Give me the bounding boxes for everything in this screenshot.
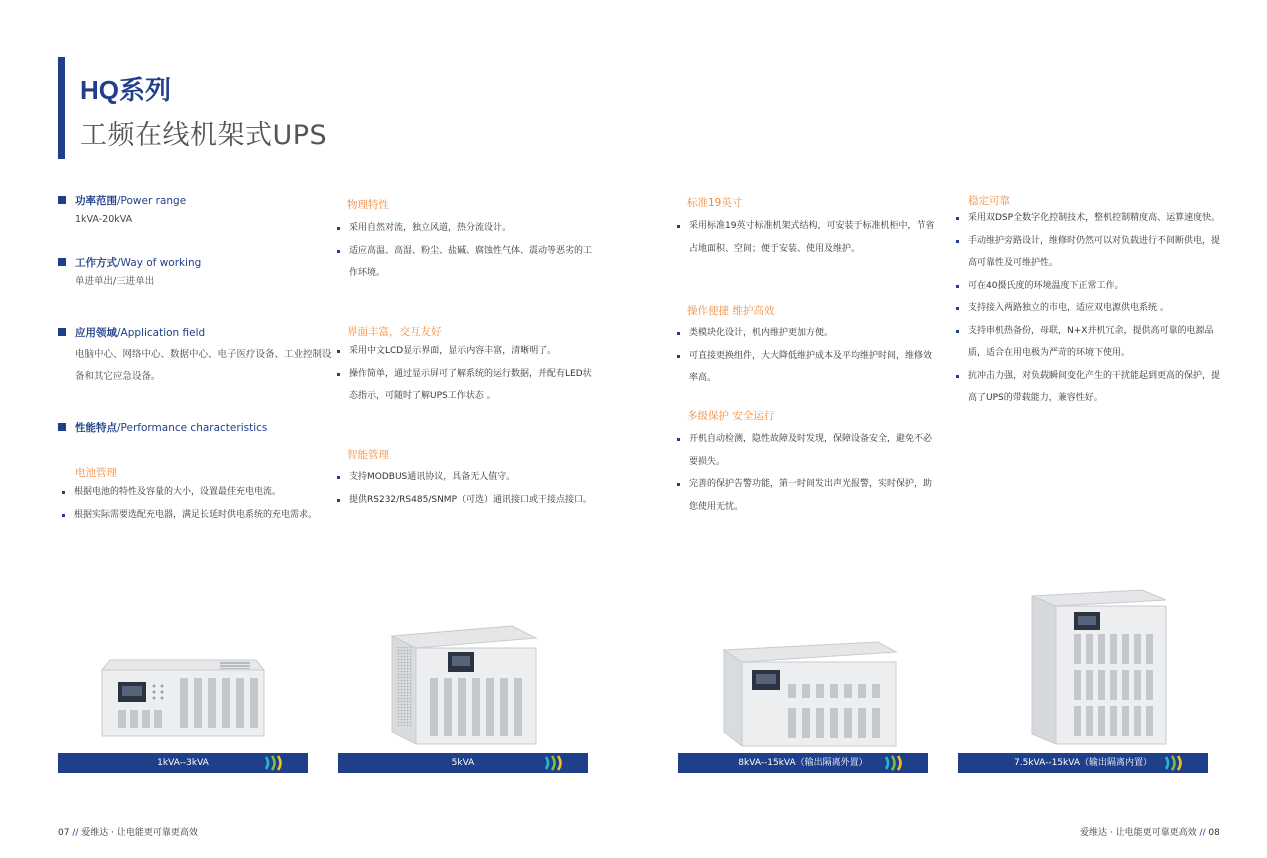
product-image-7-5-15kva	[1030, 588, 1168, 746]
spec-working-value: 单进单出/三进单出	[75, 276, 155, 287]
product-caption-3: 8kVA--15kVA（输出隔离外置）	[678, 753, 928, 773]
footer-right	[1080, 825, 1220, 838]
list-item: 率高。	[689, 373, 717, 383]
standard-feature-list	[677, 215, 934, 260]
footer-slogan-right: 爱维达 · 让电能更可靠更高效	[1080, 828, 1197, 838]
page-number-left: 07	[58, 828, 70, 838]
list-item: 要损失。	[689, 456, 726, 467]
product-subtitle: 工频在线机架式UPS	[80, 120, 328, 151]
list-item: 支持MODBUS通讯协议，具备无人值守。	[337, 466, 592, 489]
physical-feature-list	[337, 217, 592, 285]
product-image-5kva	[388, 622, 538, 746]
list-item: 完善的保护告警功能，第一时间发出声光报警，实时保护，助	[677, 473, 932, 496]
spec-application-label: 应用领域/Application field	[75, 327, 206, 339]
section-title-maintenance: 操作便捷 维护高效	[687, 305, 775, 317]
list-item: 采用标准19英寸标准机架式结构，可安装于标准机柜中，节省	[677, 215, 934, 238]
list-item: 占地面积、空间；便于安装、使用及维护。	[689, 243, 861, 254]
product-caption-4: 7.5kVA--15kVA（输出隔离内置）	[958, 753, 1208, 773]
bullet-square-icon	[58, 423, 66, 431]
section-title-interface: 界面丰富，交互友好	[347, 326, 442, 338]
product-image-8-15kva	[722, 640, 898, 748]
list-item: 质，适合在用电极为严苛的环境下使用。	[968, 348, 1131, 358]
section-title-reliable: 稳定可靠	[968, 195, 1010, 207]
product-image-1kva	[100, 648, 266, 740]
list-item: 提供RS232/RS485/SNMP（可选）通讯接口或干接点接口。	[337, 489, 592, 512]
section-title-protection: 多级保护 安全运行	[687, 410, 775, 422]
reliable-feature-list	[956, 207, 1220, 410]
list-item: 采用双DSP全数字化控制技术，整机控制精度高、运算速度快。	[956, 207, 1220, 230]
list-item: 采用中文LCD显示界面，显示内容丰富，清晰明了。	[337, 340, 592, 363]
product-caption-2: 5kVA	[338, 753, 588, 773]
series-title: HQ系列	[80, 75, 172, 105]
smart-feature-list	[337, 466, 592, 511]
list-item: 类模块化设计，机内维护更加方便。	[677, 322, 932, 345]
section-title-battery: 电池管理	[75, 467, 117, 479]
list-item: 适应高温、高湿、粉尘、盐碱、腐蚀性气体、震动等恶劣的工	[337, 240, 592, 263]
interface-feature-list	[337, 340, 592, 408]
protection-feature-list	[677, 428, 932, 518]
list-item: 手动维护旁路设计，维修时仍然可以对负载进行不间断供电，提	[956, 230, 1220, 253]
list-item: 采用自然对流，独立风道，热分流设计。	[337, 217, 592, 240]
brand-wave-icon	[262, 755, 284, 771]
bullet-square-icon	[58, 258, 66, 266]
list-item: 开机自动检测，隐性故障及时发现，保障设备安全，避免不必	[677, 428, 932, 451]
list-item: 支持串机热备份，母联，N+X并机冗余，提供高可靠的电源品	[956, 320, 1220, 343]
list-item: 可直接更换组件，大大降低维护成本及平均维护时间，维修效	[677, 345, 932, 368]
list-item: 您使用无忧。	[689, 501, 744, 512]
bullet-square-icon	[58, 196, 66, 204]
title-accent-bar	[58, 57, 65, 159]
battery-feature-list	[62, 481, 317, 526]
spec-power-label: 功率范围/Power range	[75, 195, 187, 207]
section-title-physical: 物理特性	[347, 199, 389, 211]
list-item: 高了UPS的带载能力，兼容性好。	[968, 393, 1103, 403]
list-item: 支持接入两路独立的市电，适应双电源供电系统 。	[956, 297, 1220, 320]
list-item: 可在40摄氏度的环境温度下正常工作。	[956, 275, 1220, 298]
brand-wave-icon	[1162, 755, 1184, 771]
list-item: 作环境。	[349, 268, 386, 278]
spec-working-label: 工作方式/Way of working	[75, 257, 202, 269]
footer-divider-icon: //	[1199, 828, 1209, 838]
footer-divider-icon: //	[72, 828, 82, 838]
brand-wave-icon	[542, 755, 564, 771]
footer-slogan-left: 爱维达 · 让电能更可靠更高效	[81, 828, 198, 838]
spec-performance-label: 性能特点/Performance characteristics	[75, 422, 268, 434]
spec-power-value: 1kVA-20kVA	[75, 214, 133, 225]
footer-left	[58, 825, 198, 838]
list-item: 操作简单，通过显示屏可了解系统的运行数据，并配有LED状	[337, 363, 592, 386]
list-item: 高可靠性及可维护性。	[968, 258, 1059, 268]
list-item: 根据电池的特性及容量的大小，设置最佳充电电流。	[62, 481, 317, 504]
section-title-standard: 标准19英寸	[687, 197, 743, 209]
brand-wave-icon	[882, 755, 904, 771]
spec-application-value: 电脑中心、网络中心、数据中心、电子医疗设备、工业控制设 备和其它应急设备。	[75, 349, 332, 382]
list-item: 抗冲击力强，对负载瞬间变化产生的干扰能起到更高的保护，提	[956, 365, 1220, 388]
maintenance-feature-list	[677, 322, 932, 390]
list-item: 根据实际需要选配充电器，满足长延时供电系统的充电需求。	[62, 504, 317, 527]
bullet-square-icon	[58, 328, 66, 336]
list-item: 态指示，可随时了解UPS工作状态 。	[349, 391, 496, 401]
product-caption-1: 1kVA--3kVA	[58, 753, 308, 773]
section-title-smart: 智能管理	[347, 449, 389, 461]
page-number-right: 08	[1208, 828, 1220, 838]
